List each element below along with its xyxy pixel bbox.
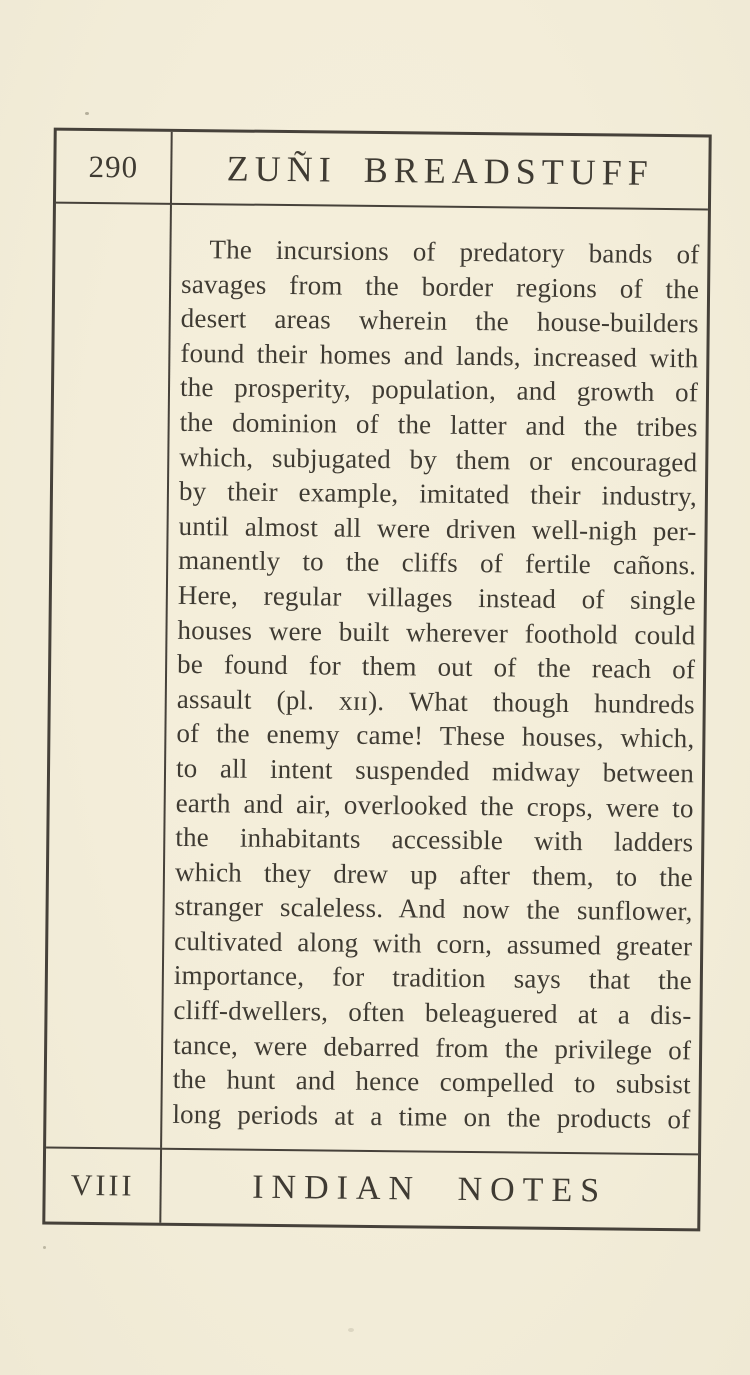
text-line: be found for them out of the reach of (176, 649, 696, 685)
text-line: the hunt and hence compelled to subsist (172, 1064, 691, 1100)
volume-number: VIII (45, 1147, 162, 1223)
text-line: which they drew up after them, to the (174, 856, 694, 893)
text-line: until almost all were driven well-nigh per- (178, 510, 697, 547)
text-line: to all intent suspended midway between (175, 752, 695, 789)
text-line: assault (pl. xɪɪ). What though hundreds (176, 683, 695, 720)
text-line: manently to the cliffs of fertile cañons. (178, 545, 697, 581)
text-line: savages from the border regions of the (180, 268, 700, 304)
text-line: Here, regular villages instead of single (177, 579, 697, 616)
text-line: the inhabitants accessible with ladders (175, 821, 694, 858)
text-line: desert areas wherein the house-builders (180, 303, 699, 339)
text-line: the prosperity, population, and growth of (179, 372, 699, 408)
left-margin-column (46, 204, 172, 1148)
series-title: INDIAN NOTES (161, 1148, 698, 1229)
page-number: 290 (56, 131, 173, 205)
text-line: long periods at a time on the products of (172, 1098, 691, 1135)
body-text (162, 205, 708, 1154)
text-line: the dominion of the latter and the tribes (179, 406, 698, 443)
text-line: by their example, imitated their industry, (178, 476, 698, 512)
text-line: earth and air, overlooked the crops, were to (175, 787, 694, 823)
text-line: importance, for tradition says that the (173, 960, 693, 996)
running-title: ZUÑI BREADSTUFF (172, 132, 709, 211)
text-line: houses were built wherever foothold could (177, 614, 696, 650)
scan-speck (85, 112, 89, 115)
text-line: stranger scaleless. And now the sunflower, (174, 891, 693, 927)
scan-speck (348, 1328, 354, 1332)
text-line: cliff-dwellers, often beleaguered at a dis- (173, 994, 692, 1031)
text-line: tance, were debarred from the privilege of (173, 1029, 692, 1065)
text-line: The incursions of predatory bands of (209, 234, 700, 270)
text-line: of the enemy came! These houses, which, (176, 718, 695, 754)
page-frame (42, 128, 711, 1232)
scan-speck (43, 1246, 46, 1249)
text-line: which, subjugated by them or encouraged (179, 441, 698, 477)
text-line: found their homes and lands, increased with (180, 337, 699, 374)
text-line: cultivated along with corn, assumed greater (174, 925, 693, 962)
